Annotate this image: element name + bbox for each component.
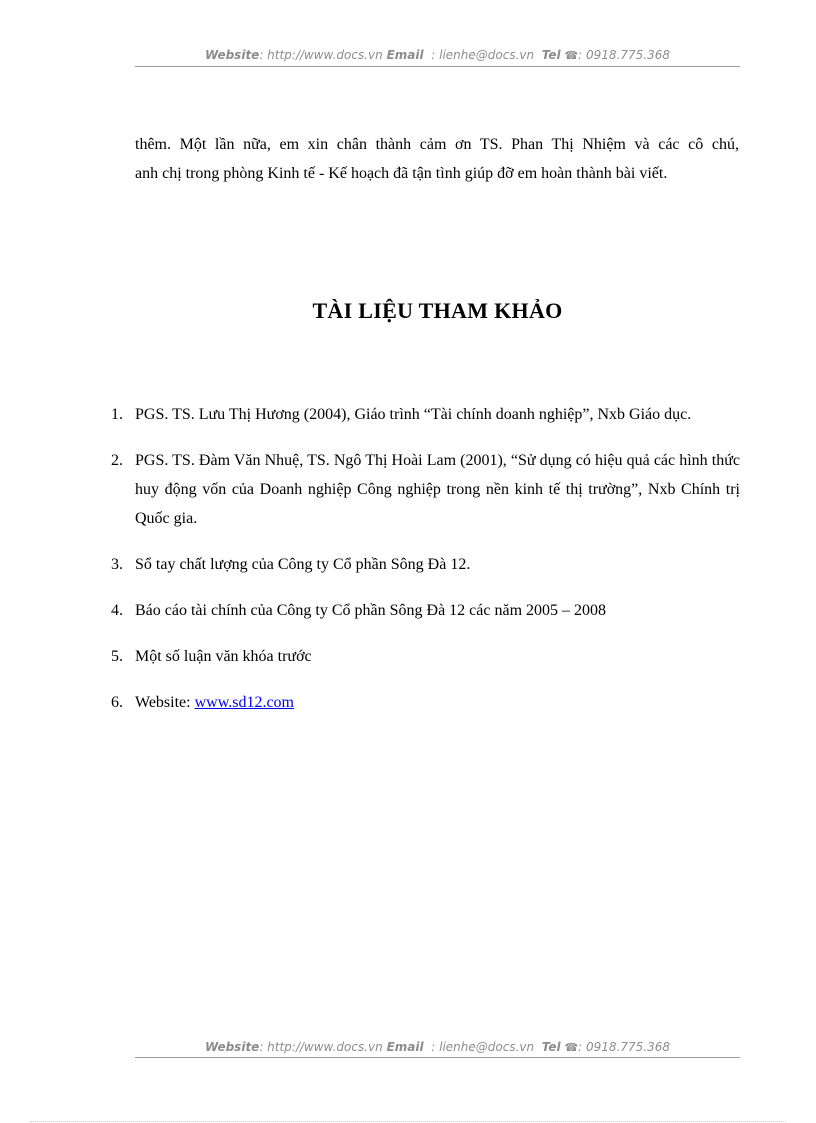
reference-item-2 [106, 446, 740, 533]
header-website-label: Website [204, 48, 260, 62]
reference-number: 4. [111, 602, 123, 619]
footer-website-value: : http://www.docs.vn [259, 1040, 383, 1054]
page-footer [135, 1040, 740, 1054]
reference-number: 3. [111, 556, 123, 573]
website-link[interactable]: www.sd12.com [194, 694, 294, 711]
header-rule [135, 66, 740, 67]
reference-item-6 [106, 688, 740, 717]
page-boundary [30, 1121, 786, 1122]
reference-text: PGS. TS. Đàm Văn Nhuệ, TS. Ngô Thị Hoài Lam (2001), “Sử dụng có hiệu quả các hình thức huy động vốn của Doanh nghiệp Công nghiệp trong nền kinh tế thị trường”, Nxb Chính trị Quốc gia. [135, 452, 740, 527]
reference-item-5 [106, 642, 740, 671]
footer-tel-value: : 0918.775.368 [578, 1040, 671, 1054]
header-tel-label: Tel [541, 48, 561, 62]
footer-website-label: Website [204, 1040, 260, 1054]
reference-number: 6. [111, 694, 123, 711]
header-email-label: Email [386, 48, 424, 62]
reference-text: Website: [135, 694, 195, 711]
footer-email-value: : lienhe@docs.vn [431, 1040, 535, 1054]
footer-email-label: Email [386, 1040, 424, 1054]
reference-item-4 [106, 596, 740, 625]
reference-text: Báo cáo tài chính của Công ty Cổ phần Sông Đà 12 các năm 2005 – 2008 [135, 602, 607, 619]
reference-number: 2. [111, 452, 123, 469]
reference-text: Sổ tay chất lượng của Công ty Cổ phần Sông Đà 12. [135, 556, 471, 573]
paragraph-line-2: anh chị trong phòng Kinh tế - Kế hoạch đã tận tình giúp đỡ em hoàn thành bài viết. [135, 165, 668, 182]
header-website-value: : http://www.docs.vn [259, 48, 383, 62]
references-list [106, 400, 740, 734]
header-tel-value: : 0918.775.368 [578, 48, 671, 62]
paragraph-line-1: thêm. Một lần nữa, em xin chân thành cảm ơn TS. Phan Thị Nhiệm và các cô chú, [135, 136, 739, 153]
reference-number: 1. [111, 406, 123, 423]
reference-text: PGS. TS. Lưu Thị Hương (2004), Giáo trình “Tài chính doanh nghiệp”, Nxb Giáo dục. [135, 406, 692, 423]
phone-icon: ☎ [564, 1041, 579, 1054]
reference-item-3 [106, 550, 740, 579]
footer-tel-label: Tel [541, 1040, 561, 1054]
phone-icon: ☎ [564, 49, 579, 62]
closing-paragraph [135, 130, 739, 188]
page-header [135, 48, 740, 62]
reference-text: Một số luận văn khóa trước [135, 648, 312, 665]
reference-item-1 [106, 400, 740, 429]
reference-number: 5. [111, 648, 123, 665]
header-email-value: : lienhe@docs.vn [431, 48, 535, 62]
references-title: TÀI LIỆU THAM KHẢO [312, 298, 563, 323]
footer-rule [135, 1057, 740, 1058]
